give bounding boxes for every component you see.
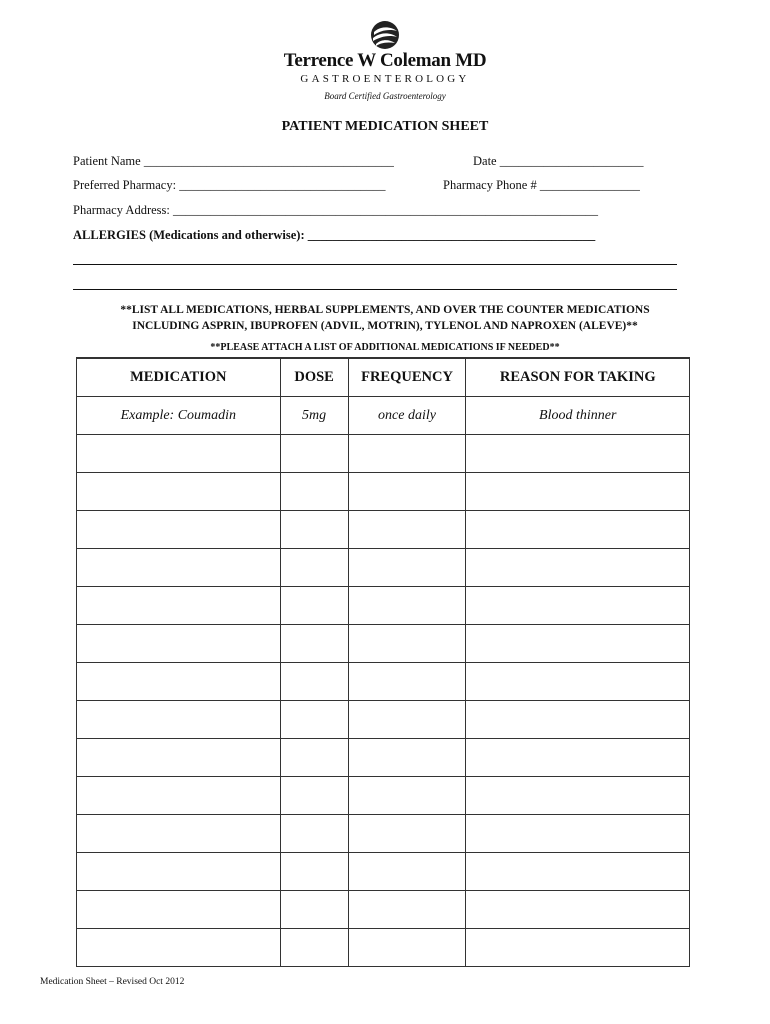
medication-cell[interactable] (77, 739, 281, 777)
date-field[interactable]: Date _______________________ (473, 154, 644, 168)
column-header-frequency: FREQUENCY (348, 358, 466, 397)
preferred-pharmacy-field[interactable]: Preferred Pharmacy: _________________________________ (73, 178, 386, 192)
tagline: Board Certified Gastroenterology (324, 91, 446, 101)
column-header-dose: DOSE (280, 358, 348, 397)
medication-cell[interactable] (77, 587, 281, 625)
letterhead (0, 20, 770, 106)
reason-cell[interactable] (466, 815, 690, 853)
frequency-cell[interactable] (348, 511, 466, 549)
pharmacy-phone-field[interactable]: Pharmacy Phone # ________________ (443, 178, 640, 192)
medication-cell[interactable] (77, 549, 281, 587)
dose-cell[interactable] (280, 929, 348, 967)
table-row (77, 701, 690, 739)
dose-cell[interactable] (280, 625, 348, 663)
instructions-line-1: **LIST ALL MEDICATIONS, HERBAL SUPPLEMENTS, AND OVER THE COUNTER MEDICATIONS (120, 304, 650, 316)
swirl-logo-icon (370, 20, 400, 50)
table-row (77, 739, 690, 777)
example-medication: Example: Coumadin (77, 397, 281, 435)
frequency-cell[interactable] (348, 701, 466, 739)
reason-cell[interactable] (466, 701, 690, 739)
reason-cell[interactable] (466, 891, 690, 929)
medication-cell[interactable] (77, 625, 281, 663)
example-row (77, 397, 690, 435)
frequency-cell[interactable] (348, 739, 466, 777)
frequency-cell[interactable] (348, 587, 466, 625)
frequency-cell[interactable] (348, 929, 466, 967)
frequency-cell[interactable] (348, 663, 466, 701)
patient-name-field[interactable]: Patient Name ________________________________________ (73, 154, 394, 168)
table-header-row (77, 358, 690, 397)
allergies-blank-line-2[interactable] (73, 289, 677, 290)
dose-cell[interactable] (280, 701, 348, 739)
table-row (77, 891, 690, 929)
medication-cell[interactable] (77, 891, 281, 929)
medication-cell[interactable] (77, 929, 281, 967)
reason-cell[interactable] (466, 663, 690, 701)
dose-cell[interactable] (280, 473, 348, 511)
page-title: PATIENT MEDICATION SHEET (281, 119, 489, 134)
reason-cell[interactable] (466, 625, 690, 663)
pharmacy-address-field[interactable]: Pharmacy Address: ____________________________________________________________________ (73, 203, 598, 217)
reason-cell[interactable] (466, 549, 690, 587)
frequency-cell[interactable] (348, 473, 466, 511)
table-row (77, 853, 690, 891)
reason-cell[interactable] (466, 435, 690, 473)
medication-table (76, 357, 690, 967)
reason-cell[interactable] (466, 853, 690, 891)
medication-cell[interactable] (77, 777, 281, 815)
table-row (77, 777, 690, 815)
dose-cell[interactable] (280, 435, 348, 473)
dose-cell[interactable] (280, 815, 348, 853)
table-row (77, 549, 690, 587)
medication-cell[interactable] (77, 663, 281, 701)
instructions-line-2: INCLUDING ASPRIN, IBUPROFEN (ADVIL, MOTRIN), TYLENOL AND NAPROXEN (ALEVE)** (132, 320, 638, 332)
allergies-field[interactable]: ALLERGIES (Medications and otherwise): ______________________________________________ (73, 228, 596, 242)
table-row (77, 929, 690, 967)
patient-name-row (73, 154, 678, 169)
example-reason: Blood thinner (466, 397, 690, 435)
reason-cell[interactable] (466, 587, 690, 625)
table-row (77, 587, 690, 625)
allergies-blank-line-1[interactable] (73, 264, 677, 265)
frequency-cell[interactable] (348, 549, 466, 587)
table-row (77, 435, 690, 473)
pharmacy-row (73, 178, 678, 193)
specialty: GASTROENTEROLOGY (300, 73, 470, 85)
dose-cell[interactable] (280, 853, 348, 891)
medication-cell[interactable] (77, 511, 281, 549)
dose-cell[interactable] (280, 587, 348, 625)
medication-cell[interactable] (77, 473, 281, 511)
example-dose: 5mg (280, 397, 348, 435)
attach-note: **PLEASE ATTACH A LIST OF ADDITIONAL MEDICATIONS IF NEEDED** (210, 342, 560, 353)
reason-cell[interactable] (466, 473, 690, 511)
reason-cell[interactable] (466, 777, 690, 815)
frequency-cell[interactable] (348, 891, 466, 929)
medication-cell[interactable] (77, 701, 281, 739)
frequency-cell[interactable] (348, 815, 466, 853)
footer-revision: Medication Sheet – Revised Oct 2012 (40, 977, 185, 987)
table-row (77, 663, 690, 701)
doctor-name: Terrence W Coleman MD (283, 50, 487, 71)
medication-cell[interactable] (77, 815, 281, 853)
dose-cell[interactable] (280, 549, 348, 587)
frequency-cell[interactable] (348, 853, 466, 891)
frequency-cell[interactable] (348, 435, 466, 473)
frequency-cell[interactable] (348, 777, 466, 815)
table-row (77, 625, 690, 663)
dose-cell[interactable] (280, 739, 348, 777)
medication-cell[interactable] (77, 435, 281, 473)
reason-cell[interactable] (466, 739, 690, 777)
frequency-cell[interactable] (348, 625, 466, 663)
blank-rows (77, 435, 690, 967)
dose-cell[interactable] (280, 663, 348, 701)
table-row (77, 511, 690, 549)
medication-cell[interactable] (77, 853, 281, 891)
dose-cell[interactable] (280, 891, 348, 929)
dose-cell[interactable] (280, 777, 348, 815)
reason-cell[interactable] (466, 929, 690, 967)
column-header-medication: MEDICATION (77, 358, 281, 397)
column-header-reason: REASON FOR TAKING (466, 358, 690, 397)
example-frequency: once daily (348, 397, 466, 435)
dose-cell[interactable] (280, 511, 348, 549)
table-row (77, 815, 690, 853)
table-row (77, 473, 690, 511)
reason-cell[interactable] (466, 511, 690, 549)
